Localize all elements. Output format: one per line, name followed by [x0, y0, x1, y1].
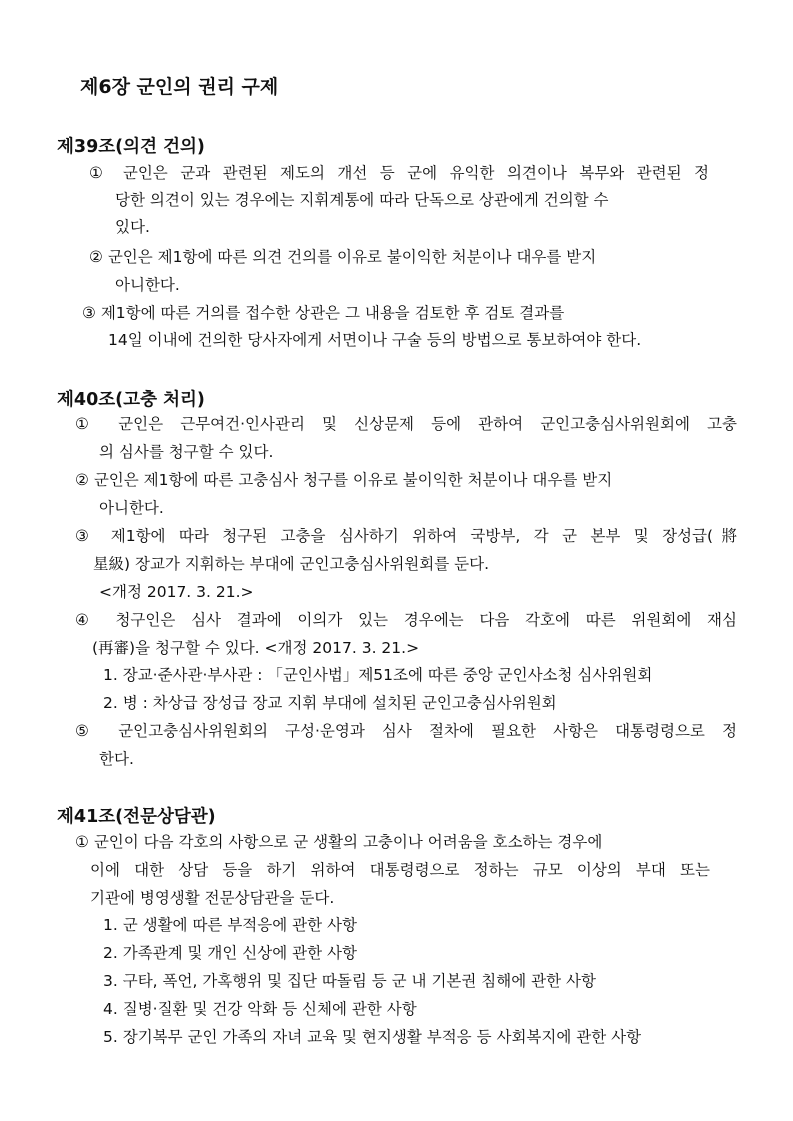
article-39-para-3-line-1: ③ 제1항에 따른 거의를 접수한 상관은 그 내용을 검토한 후 검토 결과를 — [82, 304, 565, 322]
article-39-para-1-line-1: ① 군인은 군과 관련된 제도의 개선 등 군에 유익한 의견이나 복무와 관련된 정 — [89, 164, 709, 182]
article-40-para-2-line-2: 아니한다. — [99, 499, 164, 517]
article-40-para-1-line-2: 의 심사를 청구할 수 있다. — [99, 443, 274, 461]
article-40-para-1-line-1: ① 군인은 근무여건·인사관리 및 신상문제 등에 관하여 군인고충심사위원회에 고충 — [75, 415, 737, 433]
article-41-title: 제41조(전문상담관) — [57, 807, 216, 827]
article-41-para-1-line-3: 기관에 병영생활 전문상담관을 둔다. — [90, 889, 335, 907]
article-40-para-3-line-1: ③ 제1항에 따라 청구된 고충을 심사하기 위하여 국방부, 각 군 본부 및 장성급(將 — [75, 527, 737, 545]
article-40-para-4-line-2: (再審)을 청구할 수 있다. <개정 2017. 3. 21.> — [92, 639, 420, 657]
article-40-para-3-line-2: 星級) 장교가 지휘하는 부대에 군인고충심사위원회를 둔다. — [93, 555, 490, 573]
article-40-para-3-amendment: <개정 2017. 3. 21.> — [99, 583, 254, 601]
article-41-item-2: 2. 가족관계 및 개인 신상에 관한 사항 — [103, 944, 357, 962]
article-41-para-1-line-1: ① 군인이 다음 각호의 사항으로 군 생활의 고충이나 어려움을 호소하는 경우에 — [75, 833, 603, 851]
article-39-para-2-line-1: ② 군인은 제1항에 따른 의견 건의를 이유로 불이익한 처분이나 대우를 받지 — [89, 248, 597, 266]
article-39-para-3-line-2: 14일 이내에 건의한 당사자에게 서면이나 구술 등의 방법으로 통보하여야 한다. — [108, 331, 642, 349]
article-39-para-2-line-2: 아니한다. — [115, 276, 180, 294]
article-40-item-2: 2. 병 : 차상급 장성급 장교 지휘 부대에 설치된 군인고충심사위원회 — [103, 694, 557, 712]
article-40-para-5-line-1: ⑤ 군인고충심사위원회의 구성·운영과 심사 절차에 필요한 사항은 대통령령으로 정 — [75, 722, 737, 740]
article-40-para-4-line-1: ④ 청구인은 심사 결과에 이의가 있는 경우에는 다음 각호에 따른 위원회에 재심 — [75, 611, 737, 629]
chapter-title: 제6장 군인의 권리 구제 — [80, 76, 279, 98]
article-40-item-1: 1. 장교·준사관·부사관 : 「군인사법」제51조에 따른 중앙 군인사소청 심사위원회 — [103, 666, 653, 684]
article-39-title: 제39조(의견 건의) — [57, 137, 205, 157]
article-40-title: 제40조(고충 처리) — [57, 390, 205, 410]
article-41-item-4: 4. 질병·질환 및 건강 악화 등 신체에 관한 사항 — [103, 1000, 417, 1018]
article-40-para-5-line-2: 한다. — [99, 750, 134, 768]
article-39-para-1-line-2: 당한 의견이 있는 경우에는 지휘계통에 따라 단독으로 상관에게 건의할 수 — [115, 191, 609, 209]
article-40-para-2-line-1: ② 군인은 제1항에 따른 고충심사 청구를 이유로 불이익한 처분이나 대우를 받지 — [75, 471, 613, 489]
article-41-item-1: 1. 군 생활에 따른 부적응에 관한 사항 — [103, 916, 357, 934]
article-41-item-3: 3. 구타, 폭언, 가혹행위 및 집단 따돌림 등 군 내 기본권 침해에 관한 사항 — [103, 972, 596, 990]
article-39-para-1-line-3: 있다. — [115, 218, 150, 236]
article-41-item-5: 5. 장기복무 군인 가족의 자녀 교육 및 현지생활 부적응 등 사회복지에 관한 사항 — [103, 1028, 642, 1046]
article-41-para-1-line-2: 이에 대한 상담 등을 하기 위하여 대통령령으로 정하는 규모 이상의 부대 또는 — [90, 861, 710, 879]
